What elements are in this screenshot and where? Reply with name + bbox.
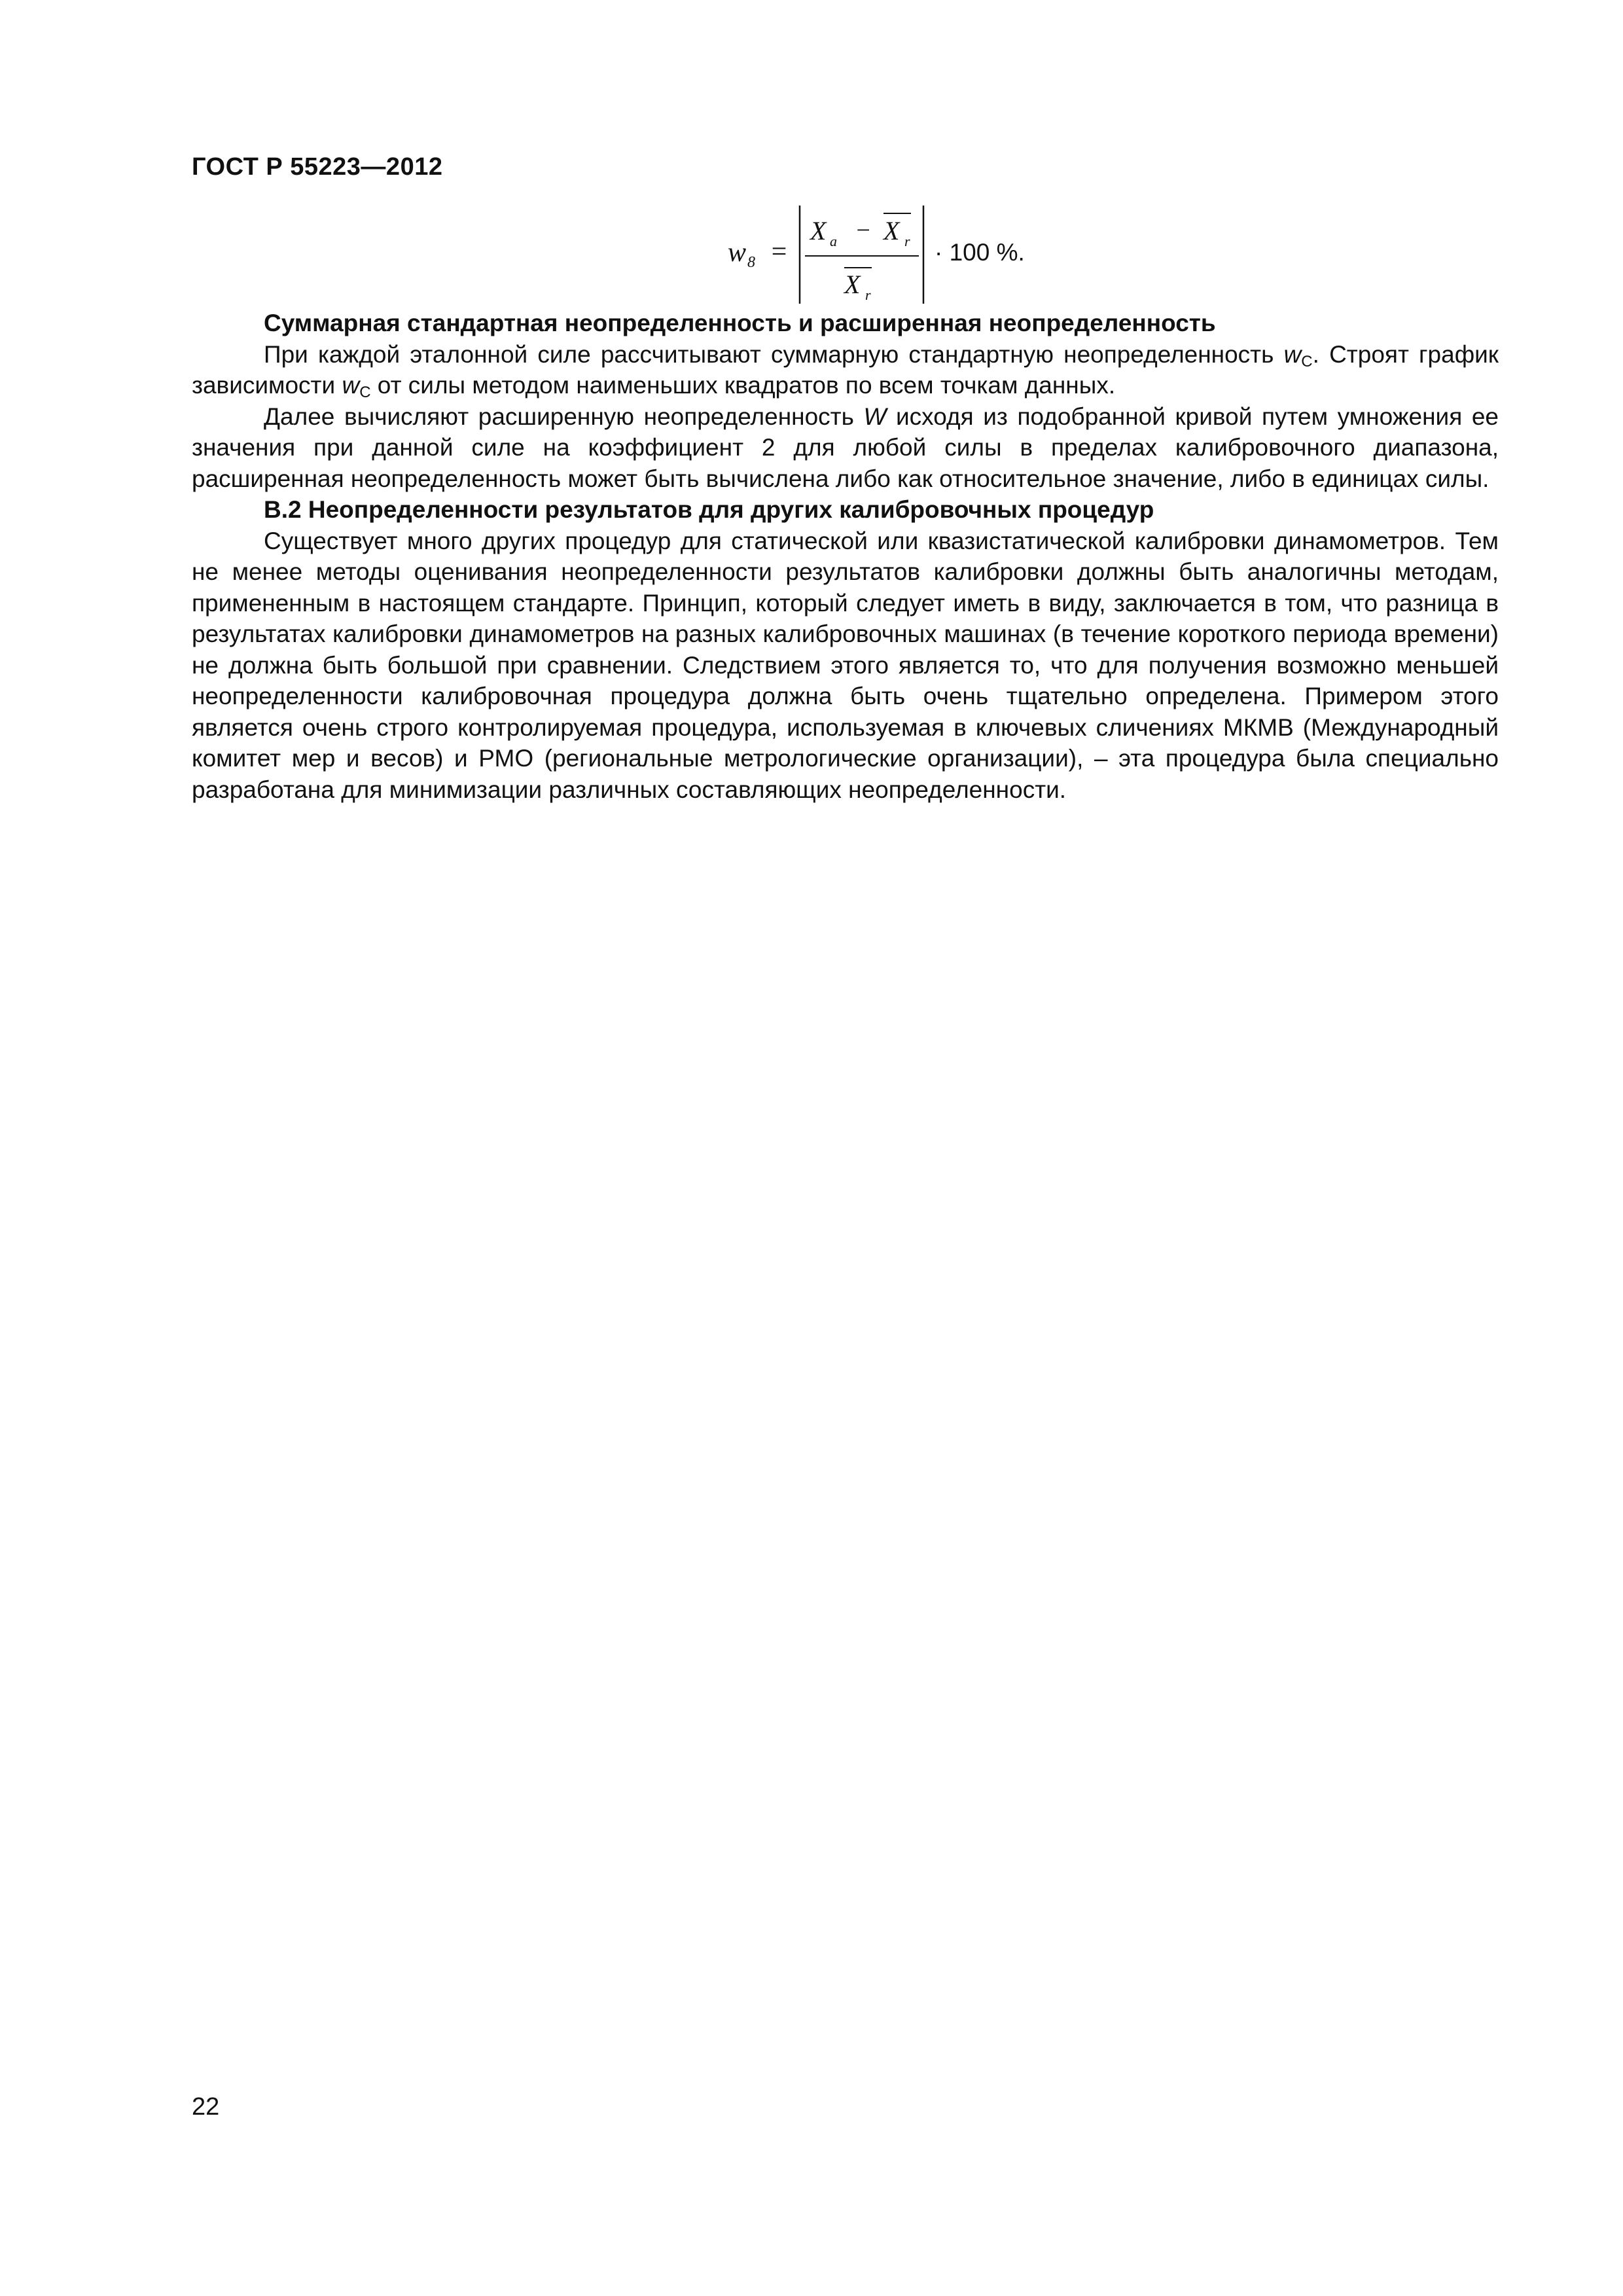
formula-den-sub: r xyxy=(865,287,871,303)
paragraph-b2-1: Существует много других процедур для статической или квазистатической калибровки динамометров. Тем не менее методы оценивания неопределенности результатов калибровки должны быть аналогичны методам, примененным в настоящем стандарте. Принцип, который следует иметь в виду, заключается в том, что разница в результатах калибровки динамометров на разных калибровочных машинах (в течение короткого периода времени) не должна быть большой при сравнении. Следствием этого является то, что для получения возможно меньшей неопределенности калибровочная процедура должна быть очень тщательно определена. Примером этого является очень строго контролируемая процедура, используемая в ключевых сличениях МКМВ (Международный комитет мер и весов) и РМО (региональные метрологические организации), – эта процедура была специально разработана для минимизации различных составляющих неопределенности. xyxy=(192,527,1499,803)
formula-num-b: X xyxy=(883,216,900,245)
formula-den: X xyxy=(844,270,861,299)
formula-lhs-sub: 8 xyxy=(747,254,755,271)
section-heading-combined: Суммарная стандартная неопределенность и расширенная неопределенность xyxy=(264,310,1216,336)
page-number: 22 xyxy=(192,2093,220,2121)
formula-num-a-sub: a xyxy=(830,233,837,249)
document-body xyxy=(192,308,1499,805)
paragraph-combined-1: При каждой эталонной силе рассчитывают суммарную стандартную неопределенность $w_C$. Строят график зависимости $w_C$ от силы методом наименьших квадратов по всем точкам данных. xyxy=(192,340,1499,401)
paragraph-combined-2: Далее вычисляют расширенную неопределенность W исходя из подобранной кривой путем умножения ее значения при данной силе на коэффициент 2 для любой силы в пределах калибровочного диапазона, расширенная неопределенность может быть вычислена либо как относительное значение, либо в единицах силы. xyxy=(192,403,1499,492)
formula-num-a: X xyxy=(810,216,827,245)
formula-lhs-var: w xyxy=(728,238,747,268)
section-heading-b2: В.2 Неопределенности результатов для других калибровочных процедур xyxy=(264,496,1154,523)
uncertainty-formula xyxy=(726,200,1067,312)
formula-minus: − xyxy=(855,217,872,244)
formula-num-b-sub: r xyxy=(904,233,910,249)
document-header: ГОСТ Р 55223—2012 xyxy=(192,153,443,181)
formula-tail: · 100 %. xyxy=(935,239,1025,266)
formula-equals: = xyxy=(770,237,789,267)
